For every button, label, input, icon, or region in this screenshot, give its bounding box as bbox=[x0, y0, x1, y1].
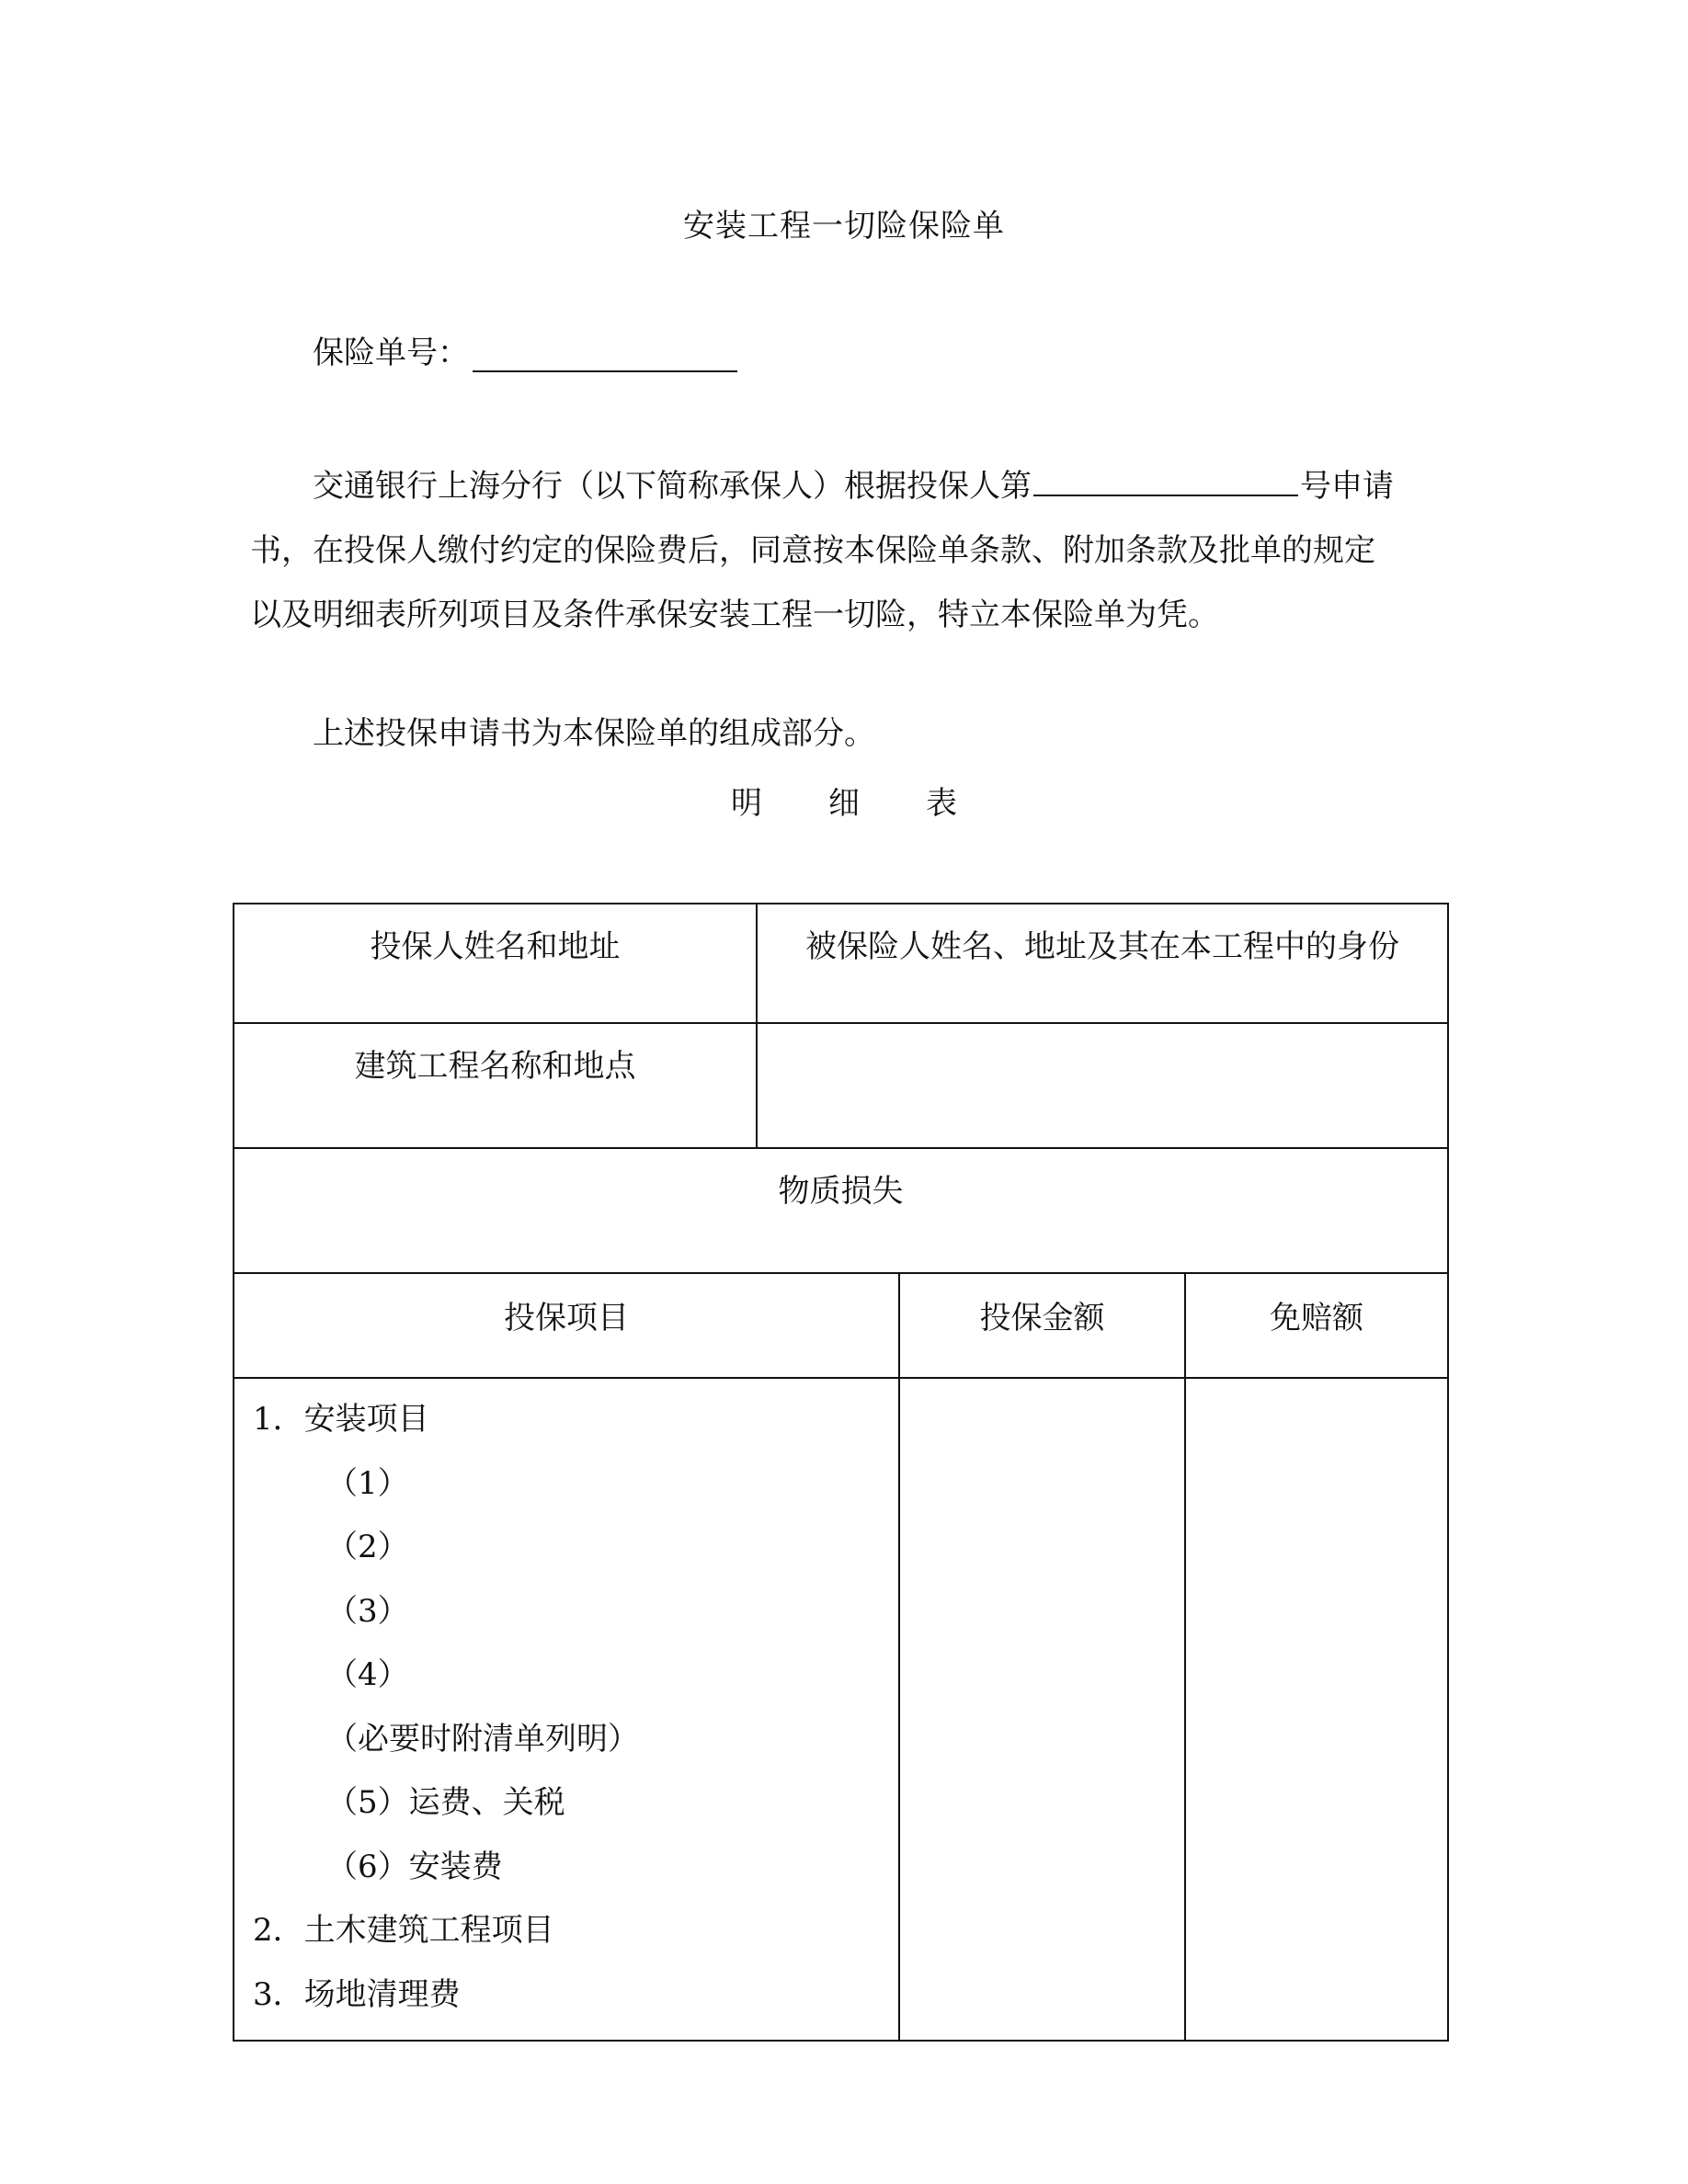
note-text: 上述投保申请书为本保险单的组成部分。 bbox=[313, 715, 875, 752]
list-item: 1．安装项目 bbox=[253, 1401, 429, 1438]
policy-number-blank[interactable] bbox=[473, 337, 737, 372]
list-item: （3） bbox=[326, 1592, 409, 1630]
schedule-title-char-1: 明 bbox=[731, 785, 762, 822]
intro-paragraph bbox=[250, 454, 1445, 647]
list-item: （2） bbox=[326, 1529, 409, 1565]
list-item: 3．场地清理费 bbox=[253, 1975, 461, 2013]
intro-text-1b: 号申请 bbox=[1300, 468, 1394, 505]
list-item: （必要时附清单列明） bbox=[326, 1720, 639, 1757]
intro-text-1a: 交通银行上海分行（以下简称承保人）根据投保人第 bbox=[313, 468, 1032, 505]
insured-items-cell bbox=[234, 1378, 899, 2041]
intro-line-1 bbox=[250, 454, 1445, 518]
section-header-cell: 物质损失 bbox=[234, 1148, 1448, 1273]
column-header-deductible: 免赔额 bbox=[1185, 1273, 1448, 1378]
schedule-table bbox=[233, 903, 1449, 2042]
intro-line-2: 书，在投保人缴付约定的保险费后，同意按本保险单条款、附加条款及批单的规定 bbox=[250, 532, 1375, 569]
policy-number-row bbox=[313, 327, 737, 372]
deductible-cell[interactable] bbox=[1185, 1378, 1448, 2041]
application-number-blank[interactable] bbox=[1033, 461, 1298, 496]
list-item: （1） bbox=[326, 1464, 409, 1502]
schedule-title-char-2: 细 bbox=[828, 785, 860, 822]
list-item: （4） bbox=[326, 1656, 409, 1693]
list-item: （5）运费、关税 bbox=[326, 1784, 565, 1821]
insured-header-cell: 被保险人姓名、地址及其在本工程中的身份 bbox=[757, 904, 1448, 1023]
document-title: 安装工程一切险保险单 bbox=[683, 208, 1005, 245]
applicant-header-cell: 投保人姓名和地址 bbox=[234, 904, 757, 1023]
list-item: 2．土木建筑工程项目 bbox=[253, 1912, 554, 1949]
column-header-amount: 投保金额 bbox=[899, 1273, 1185, 1378]
intro-line-3: 以及明细表所列项目及条件承保安装工程一切险，特立本保险单为凭。 bbox=[250, 597, 1219, 633]
list-item: （6）安装费 bbox=[326, 1848, 503, 1885]
schedule-title bbox=[0, 778, 1688, 823]
project-label-cell: 建筑工程名称和地点 bbox=[234, 1023, 757, 1148]
column-header-item: 投保项目 bbox=[234, 1273, 899, 1378]
policy-number-label: 保险单号： bbox=[313, 335, 469, 371]
project-value-cell[interactable] bbox=[757, 1023, 1448, 1148]
schedule-title-char-3: 表 bbox=[926, 785, 957, 822]
insured-amount-cell[interactable] bbox=[899, 1378, 1185, 2041]
